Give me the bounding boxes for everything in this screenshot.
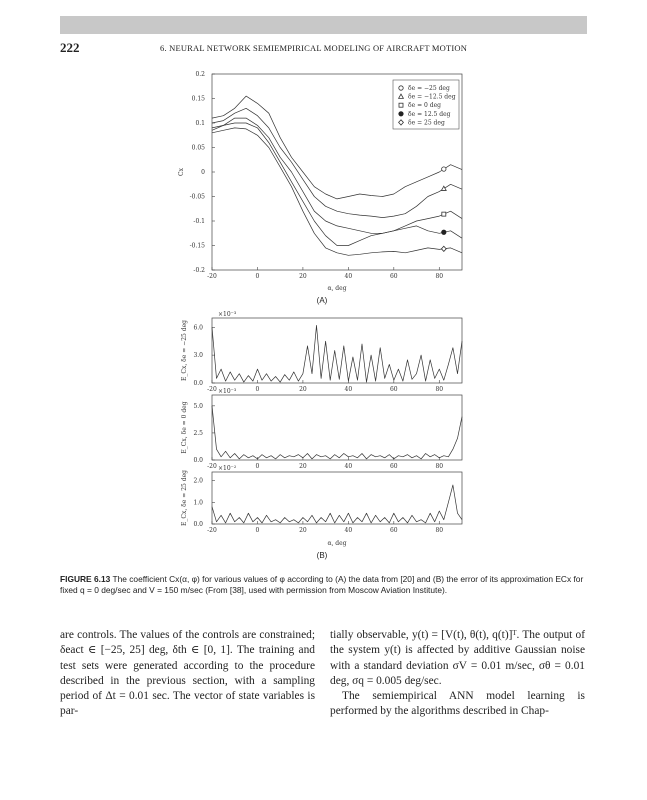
y-axis-label: E_Cx, δe = 25 deg [181,470,188,526]
y-tick-label: 2.5 [193,429,203,437]
page-number: 222 [60,40,80,55]
y-axis-label: E_Cx, δe = 0 deg [181,401,188,454]
legend-entry: δe = 12.5 deg [408,110,451,118]
paragraph: tially observable, y(t) = [V(t), θ(t), q(t)]ᵀ. The output of the system y(t) is affected by additive Gaussian noise with a standard deviation σV = 0.01 m/sec, σθ = 0.01 deg, σq = 0.005 deg/sec. [330,629,585,687]
x-tick-label: 20 [299,386,307,393]
series-marker [442,212,446,216]
legend-entry: δe = 25 deg [408,119,445,127]
x-axis-label: α, deg [327,540,347,547]
body-column-right [330,628,585,720]
caption-text: The coefficient Cx(α, φ) for various values of φ according to (A) the data from [20] and (B) the error of its approximation ECx for fixed q = 0 deg/sec and V = 150 m/sec (From [38], used with permission from Moscow Aviation Institute). [60,574,584,595]
series-marker [442,167,446,171]
scale-factor: ×10⁻³ [218,311,237,318]
x-tick-label: 20 [299,527,307,534]
x-tick-label: 60 [389,527,398,534]
legend-entry: δe = −25 deg [408,85,450,92]
y-tick-label: 0.0 [193,380,203,387]
x-tick-label: 80 [435,273,444,280]
y-tick-label: 0.0 [193,457,203,464]
x-tick-label: 60 [389,386,398,393]
series-line [212,325,462,382]
plot-frame [212,472,462,524]
x-tick-label: 40 [344,463,353,470]
x-tick-label: 40 [344,527,353,534]
x-tick-label: 20 [299,273,307,280]
x-tick-label: 0 [255,527,260,534]
plot-frame [212,395,462,460]
y-axis-label: E_Cx, δe = −25 deg [181,320,188,381]
x-tick-label: 40 [344,386,353,393]
x-tick-label: 0 [255,386,260,393]
paragraph: The semiempirical ANN model learning is performed by the algorithms described in Chap- [330,690,585,718]
x-tick-label: -20 [207,527,217,534]
series-marker [441,246,446,251]
scale-factor: ×10⁻² [218,465,237,472]
legend-entry: δe = −12.5 deg [408,93,456,101]
series-line [212,485,462,523]
y-tick-label: 0.2 [195,71,205,78]
figure-caption [60,574,587,596]
body-column-left [60,628,315,720]
legend-marker [399,112,403,116]
x-tick-label: -20 [207,273,217,280]
y-tick-label: 0.05 [191,144,205,152]
legend-marker [399,86,403,90]
x-tick-label: 80 [435,527,444,534]
x-axis-label: α, deg [327,285,347,292]
series-line [212,128,462,255]
panel-a-label: (A) [316,296,328,305]
x-tick-label: 40 [344,273,353,280]
y-tick-label: 0.15 [191,95,205,103]
caption-label: FIGURE 6.13 [60,574,111,584]
series-line [212,123,462,246]
legend-entry: δe = 0 deg [408,102,441,110]
x-tick-label: 60 [389,273,398,280]
y-tick-label: 5.0 [193,402,203,410]
y-tick-label: 2.0 [193,477,203,485]
series-marker [442,230,446,234]
x-tick-label: -20 [207,386,217,393]
x-tick-label: 80 [435,386,444,393]
y-tick-label: 1.0 [193,499,203,507]
panel-b-label: (B) [316,551,328,560]
y-tick-label: -0.15 [189,242,205,250]
y-tick-label: 0.0 [193,521,203,528]
series-line [212,406,462,459]
running-head: 6. NEURAL NETWORK SEMIEMPIRICAL MODELING OF AIRCRAFT MOTION [160,43,468,53]
scale-factor: ×10⁻³ [218,388,237,395]
series-line [212,118,462,233]
y-tick-label: 0.1 [195,120,205,127]
y-tick-label: 6.0 [193,324,203,332]
y-tick-label: -0.05 [189,193,205,201]
y-tick-label: 3.0 [193,352,203,360]
y-tick-label: -0.1 [193,218,205,225]
y-tick-label: -0.2 [193,267,205,274]
x-tick-label: 0 [255,463,260,470]
x-tick-label: 0 [255,273,260,280]
x-tick-label: -20 [207,463,217,470]
legend-marker [399,103,403,107]
x-tick-label: 20 [299,463,307,470]
x-tick-label: 80 [435,463,444,470]
y-tick-label: 0 [201,169,205,176]
y-axis-label: Cx [178,168,185,176]
x-tick-label: 60 [389,463,398,470]
paragraph: are controls. The values of the controls are constrained; δeact ∈ [−25, 25] deg, δth ∈ [0, 1]. The training and test sets were generated according to the procedure described in the previous section, with a sampling period of Δt = 0.01 sec. The vector of state variables is par- [60,629,315,718]
series-marker [441,186,446,190]
